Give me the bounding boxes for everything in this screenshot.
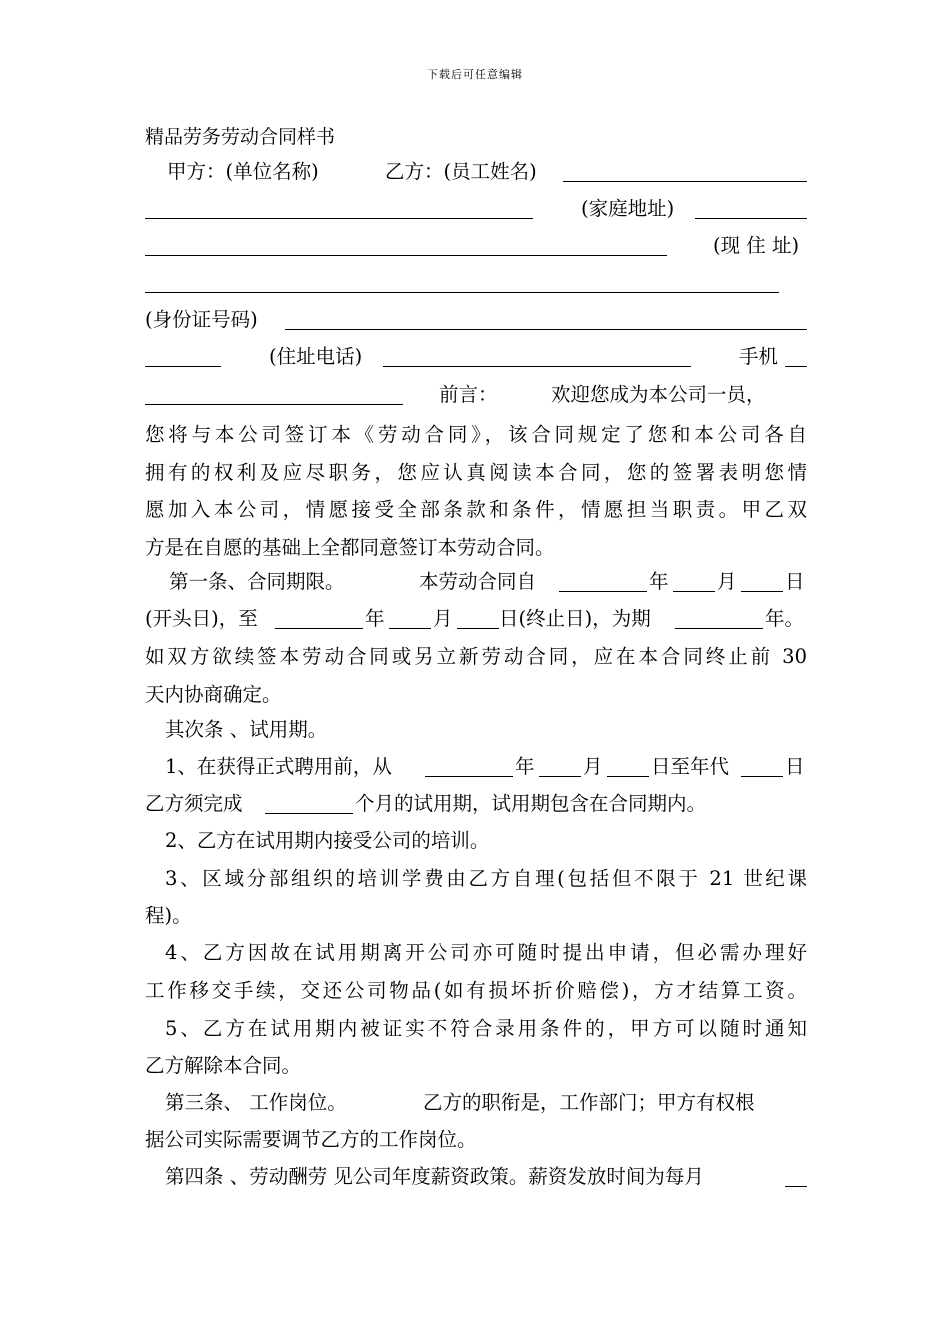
article3-text-b: 据公司实际需要调节乙方的工作岗位。 (145, 1128, 477, 1151)
term-years-blank[interactable] (675, 606, 763, 629)
probation-start-day-blank[interactable] (607, 754, 649, 777)
article2-item3-line-1 (145, 861, 807, 897)
probation-start-month-blank[interactable] (539, 754, 581, 777)
start-day-blank[interactable] (741, 569, 783, 592)
article2-item1-line-2 (145, 786, 807, 822)
mobile-blank-start[interactable] (785, 344, 807, 367)
article1-line-4: 天内协商确定。 (145, 683, 282, 706)
probation-start-year-blank[interactable] (425, 754, 513, 777)
article2-heading: 其次条 、试用期。 (165, 718, 328, 741)
preface-label: 前言： (439, 383, 498, 406)
article3-line-1 (145, 1085, 807, 1121)
article3-text-a: 乙方的职衔是，工作部门；甲方有权根 (423, 1091, 755, 1114)
article2-item1-b-end: 个月的试用期，试用期包含在合同期内。 (355, 792, 707, 815)
probation-month-label: 月 (583, 755, 603, 778)
preface-text-5: 方是在自愿的基础上全都同意签订本劳动合同。 (145, 536, 555, 559)
article2-item2: 2、乙方在试用期内接受公司的培训。 (165, 829, 490, 852)
article4-text: 第四条 、劳动酬劳 见公司年度薪资政策。薪资发放时间为每月 (165, 1165, 704, 1188)
current-address-line (145, 228, 807, 264)
probation-day-label: 日至年代 (651, 755, 730, 778)
document-title: 精品劳务劳动合同样书 (145, 126, 336, 148)
id-number-blank[interactable] (285, 307, 807, 330)
article1-start-day: (开头日)，至 (145, 607, 258, 630)
id-number-continuation-blank[interactable] (145, 344, 221, 367)
probation-months-blank[interactable] (265, 791, 353, 814)
probation-year-label: 年 (515, 755, 535, 778)
article2-item1-b-start: 乙方须完成 (145, 792, 243, 815)
article2-item3-a: 3、区域分部组织的培训学费由乙方自理(包括但不限于 21 世纪课 (165, 867, 807, 890)
probation-end-day-blank[interactable] (741, 754, 783, 777)
article1-intro: 本劳动合同自 (419, 570, 537, 593)
article2-item5-line-1 (145, 1011, 807, 1047)
start-month-label: 月 (717, 570, 737, 593)
phone-line (145, 339, 807, 375)
preface-text-1: 欢迎您成为本公司一员， (551, 383, 766, 406)
preface-text-3: 拥有的权利及应尽职务，您应认真阅读本合同，您的签署表明您情 (145, 461, 807, 484)
start-year-label: 年 (649, 570, 669, 593)
current-address-blank-line (145, 265, 807, 301)
party-b-label: 乙方：(员工姓名) (385, 160, 537, 183)
start-month-blank[interactable] (673, 569, 715, 592)
current-address-label: (现 住 址) (713, 234, 800, 257)
home-address-blank[interactable] (695, 196, 807, 219)
preface-text-4: 愿加入本公司，情愿接受全部条款和条件，情愿担当职责。甲乙双 (145, 498, 807, 521)
pay-day-blank[interactable] (785, 1164, 807, 1187)
end-year-blank[interactable] (275, 606, 363, 629)
party-a-label: 甲方：(单位名称) (167, 160, 319, 183)
article2-item4-b: 工作移交手续，交还公司物品(如有损坏折价赔偿)，方才结算工资。 (145, 979, 807, 1002)
start-year-blank[interactable] (559, 569, 647, 592)
home-address-label: (家庭地址) (581, 197, 675, 220)
id-number-line (145, 302, 807, 338)
header-note: 下载后可任意编辑 (427, 68, 523, 81)
article1-line-1 (145, 564, 807, 600)
end-year-label: 年 (365, 607, 385, 630)
preface-text-2: 您将与本公司签订本《劳动合同》，该合同规定了您和本公司各自 (145, 423, 807, 446)
address-phone-label: (住址电话) (269, 345, 363, 368)
current-address-blank[interactable] (145, 270, 779, 293)
start-day-label: 日 (785, 570, 805, 593)
parties-line (145, 154, 807, 190)
article2-item4-a: 4、乙方因故在试用期离开公司亦可随时提出申请，但必需办理好 (165, 941, 807, 964)
end-month-blank[interactable] (389, 606, 431, 629)
article1-end-day: 日(终止日)，为期 (499, 607, 651, 630)
mobile-label: 手机 (739, 345, 779, 368)
article2-item5-b: 乙方解除本合同。 (145, 1054, 302, 1077)
article2-item1-a: 1、在获得正式聘用前，从 (165, 755, 392, 778)
article2-item5-a: 5、乙方在试用期内被证实不符合录用条件的，甲方可以随时通知 (165, 1017, 807, 1040)
article1-line-2 (145, 601, 807, 637)
name-continuation-blank[interactable] (145, 196, 533, 219)
address-phone-blank[interactable] (383, 344, 691, 367)
end-month-label: 月 (433, 607, 453, 630)
article4-line (145, 1159, 807, 1195)
article1-heading: 第一条、合同期限。 (169, 570, 345, 593)
article2-item1-line-1 (145, 749, 807, 785)
home-address-line (145, 191, 807, 227)
mobile-blank-end[interactable] (145, 382, 403, 405)
party-b-name-blank[interactable] (563, 159, 807, 182)
article2-item2-line (145, 823, 807, 859)
preface-line-1 (145, 377, 807, 413)
probation-end-label: 日 (785, 755, 805, 778)
id-number-label: (身份证号码) (145, 308, 258, 331)
end-day-blank[interactable] (457, 606, 499, 629)
home-address-continuation-blank[interactable] (145, 233, 667, 256)
term-years-label: 年。 (765, 607, 805, 630)
article1-line-3: 如双方欲续签本劳动合同或另立新劳动合同，应在本合同终止前 30 (145, 645, 807, 668)
article2-item4-line-1 (145, 935, 807, 971)
article3-heading: 第三条、 工作岗位。 (165, 1091, 347, 1114)
article2-heading-line (145, 712, 807, 748)
article2-item3-b: 程)。 (145, 904, 192, 927)
